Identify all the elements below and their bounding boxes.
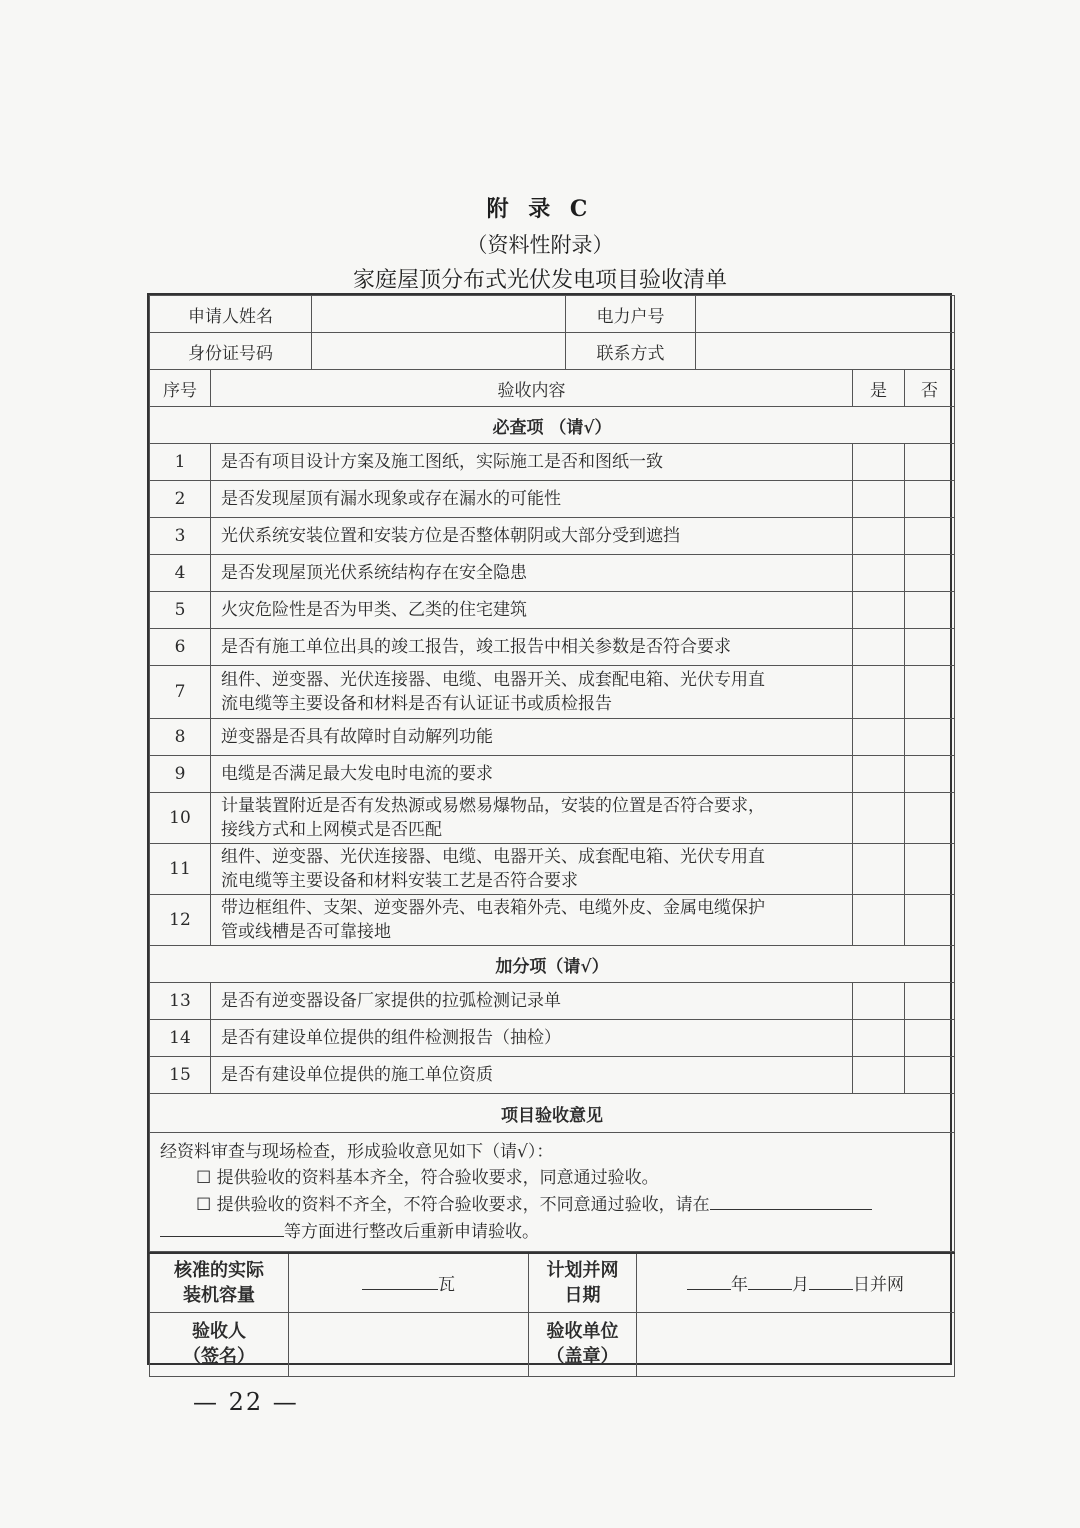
opinion-row [150, 1133, 955, 1252]
document-title: 家庭屋顶分布式光伏发电项目验收清单 [352, 268, 727, 293]
item-number: 11 [150, 844, 211, 895]
no-check-cell[interactable] [905, 555, 955, 592]
appendix-title: 附 录 C [486, 196, 594, 222]
opinion-option-reject-text: ☐ 提供验收的资料不齐全，不符合验收要求，不同意通过验收，请在 [196, 1195, 710, 1215]
no-check-cell[interactable] [905, 983, 955, 1020]
page-number: — 22 — [193, 1388, 299, 1416]
opinion-title-row [150, 1094, 955, 1133]
no-check-cell[interactable] [905, 592, 955, 629]
no-check-cell[interactable] [905, 1057, 955, 1094]
item-text: 是否发现屋顶有漏水现象或存在漏水的可能性 [211, 481, 853, 518]
grid-date-label-line2: 日期 [564, 1284, 601, 1306]
applicant-name-label: 申请人姓名 [150, 296, 312, 333]
inspector-label-line1: 验收人 [192, 1321, 246, 1342]
item-number: 1 [150, 444, 211, 481]
yes-check-cell[interactable] [853, 666, 905, 719]
item-text-line: 接线方式和上网模式是否匹配 [221, 820, 442, 840]
item-text: 是否有建设单位提供的组件检测报告（抽检） [211, 1020, 853, 1057]
account-number-field[interactable] [696, 296, 955, 333]
header-no-col: 否 [905, 370, 955, 407]
yes-check-cell[interactable] [853, 793, 905, 844]
table-row [150, 895, 955, 946]
checklist-form [147, 293, 952, 1365]
signature-row [150, 1312, 955, 1376]
capacity-unit: 瓦 [438, 1275, 455, 1296]
opinion-option-approve[interactable]: ☐ 提供验收的资料基本齐全，符合验收要求，同意通过验收。 [196, 1168, 659, 1188]
inspector-signature-field[interactable] [289, 1312, 529, 1376]
item-text [211, 666, 853, 719]
item-number: 9 [150, 756, 211, 793]
item-text-line: 组件、逆变器、光伏连接器、电缆、电器开关、成套配电箱、光伏专用直 [221, 670, 765, 690]
capacity-label-line1: 核准的实际 [174, 1259, 264, 1281]
header-row [150, 370, 955, 407]
item-text: 光伏系统安装位置和安装方位是否整体朝阴或大部分受到遮挡 [211, 518, 853, 555]
grid-date-label [529, 1253, 637, 1312]
table-row [150, 983, 955, 1020]
item-number: 15 [150, 1057, 211, 1094]
yes-check-cell[interactable] [853, 518, 905, 555]
item-number: 14 [150, 1020, 211, 1057]
no-check-cell[interactable] [905, 719, 955, 756]
contact-field[interactable] [696, 333, 955, 370]
no-check-cell[interactable] [905, 518, 955, 555]
yes-check-cell[interactable] [853, 444, 905, 481]
item-text [211, 895, 853, 946]
yes-check-cell[interactable] [853, 983, 905, 1020]
table-row [150, 793, 955, 844]
header-no: 序号 [150, 370, 211, 407]
rectification-items-blank[interactable] [710, 1191, 872, 1210]
item-text: 逆变器是否具有故障时自动解列功能 [211, 719, 853, 756]
item-text-line: 计量装置附近是否有发热源或易燃易爆物品，安装的位置是否符合要求， [221, 796, 765, 816]
header-content: 验收内容 [211, 370, 853, 407]
table-row [150, 1057, 955, 1094]
table-row [150, 844, 955, 895]
item-text [211, 844, 853, 895]
inspection-unit-label [529, 1312, 637, 1376]
no-check-cell[interactable] [905, 629, 955, 666]
capacity-field[interactable] [289, 1253, 529, 1312]
capacity-row [150, 1253, 955, 1312]
year-label: 年 [731, 1275, 748, 1296]
item-text [211, 793, 853, 844]
table-row [150, 666, 955, 719]
no-check-cell[interactable] [905, 844, 955, 895]
bonus-section-title: 加分项（请√） [150, 946, 955, 983]
no-check-cell[interactable] [905, 756, 955, 793]
item-text-line: 流电缆等主要设备和材料安装工艺是否符合要求 [221, 871, 578, 891]
no-check-cell[interactable] [905, 481, 955, 518]
item-number: 10 [150, 793, 211, 844]
header-yes: 是 [853, 370, 905, 407]
item-text: 是否有逆变器设备厂家提供的拉弧检测记录单 [211, 983, 853, 1020]
yes-check-cell[interactable] [853, 756, 905, 793]
inspector-label-line2: （签名） [183, 1346, 255, 1367]
inspection-unit-seal-field[interactable] [637, 1312, 955, 1376]
capacity-label-line2: 装机容量 [183, 1284, 255, 1306]
table-row [150, 629, 955, 666]
grid-date-label-line1: 计划并网 [546, 1259, 619, 1281]
yes-check-cell[interactable] [853, 719, 905, 756]
opinion-body [150, 1133, 955, 1252]
inspection-unit-label-line2: （盖章） [546, 1346, 619, 1367]
applicant-row [150, 296, 955, 333]
appendix-type: （资料性附录） [466, 233, 614, 257]
no-check-cell[interactable] [905, 666, 955, 719]
yes-check-cell[interactable] [853, 895, 905, 946]
year-blank[interactable] [687, 1271, 731, 1290]
applicant-name-field[interactable] [312, 296, 566, 333]
rectification-items-blank-2[interactable] [160, 1218, 284, 1237]
table-row [150, 518, 955, 555]
account-number-label: 电力户号 [566, 296, 696, 333]
item-text-line: 管或线槽是否可靠接地 [221, 922, 391, 942]
required-section-title: 必查项 （请√） [150, 407, 955, 444]
item-number: 13 [150, 983, 211, 1020]
checklist-table [149, 295, 955, 1252]
yes-check-cell[interactable] [853, 844, 905, 895]
no-check-cell[interactable] [905, 895, 955, 946]
item-text: 是否有建设单位提供的施工单位资质 [211, 1057, 853, 1094]
item-text: 电缆是否满足最大发电时电流的要求 [211, 756, 853, 793]
table-row [150, 481, 955, 518]
table-row [150, 592, 955, 629]
contact-label: 联系方式 [566, 333, 696, 370]
table-row [150, 1020, 955, 1057]
id-number-field[interactable] [312, 333, 566, 370]
day-blank[interactable] [809, 1271, 853, 1290]
yes-check-cell[interactable] [853, 555, 905, 592]
opinion-option-reject[interactable] [160, 1191, 944, 1218]
yes-check-cell[interactable] [853, 1020, 905, 1057]
item-number: 5 [150, 592, 211, 629]
item-number: 6 [150, 629, 211, 666]
opinion-continuation-text: 等方面进行整改后重新申请验收。 [284, 1222, 539, 1242]
item-number: 12 [150, 895, 211, 946]
id-row [150, 333, 955, 370]
inspection-unit-label-line1: 验收单位 [546, 1321, 619, 1342]
table-row [150, 756, 955, 793]
item-number: 8 [150, 719, 211, 756]
yes-check-cell[interactable] [853, 1057, 905, 1094]
item-text-line: 带边框组件、支架、逆变器外壳、电表箱外壳、电缆外皮、金属电缆保护 [221, 898, 765, 918]
item-text: 火灾危险性是否为甲类、乙类的住宅建筑 [211, 592, 853, 629]
capacity-label [150, 1253, 289, 1312]
grid-date-field[interactable] [637, 1253, 955, 1312]
bonus-section-row [150, 946, 955, 983]
table-row [150, 555, 955, 592]
opinion-title: 项目验收意见 [150, 1094, 955, 1133]
item-text: 是否发现屋顶光伏系统结构存在安全隐患 [211, 555, 853, 592]
item-number: 7 [150, 666, 211, 719]
item-number: 4 [150, 555, 211, 592]
no-check-cell[interactable] [905, 444, 955, 481]
month-label: 月 [792, 1275, 809, 1296]
required-section-row [150, 407, 955, 444]
table-row [150, 444, 955, 481]
yes-check-cell[interactable] [853, 481, 905, 518]
inspector-label [150, 1312, 289, 1376]
no-check-cell[interactable] [905, 1020, 955, 1057]
day-label: 日并网 [853, 1275, 904, 1296]
opinion-intro: 经资料审查与现场检查，形成验收意见如下（请√）： [160, 1142, 554, 1162]
yes-check-cell[interactable] [853, 629, 905, 666]
no-check-cell[interactable] [905, 793, 955, 844]
id-number-label: 身份证号码 [150, 333, 312, 370]
table-row [150, 719, 955, 756]
item-number: 3 [150, 518, 211, 555]
item-number: 2 [150, 481, 211, 518]
month-blank[interactable] [748, 1271, 792, 1290]
item-text-line: 流电缆等主要设备和材料是否有认证证书或质检报告 [221, 694, 612, 714]
capacity-blank[interactable] [362, 1271, 438, 1290]
item-text-line: 组件、逆变器、光伏连接器、电缆、电器开关、成套配电箱、光伏专用直 [221, 847, 765, 867]
item-text: 是否有项目设计方案及施工图纸，实际施工是否和图纸一致 [211, 444, 853, 481]
item-text: 是否有施工单位出具的竣工报告，竣工报告中相关参数是否符合要求 [211, 629, 853, 666]
footer-table [149, 1252, 955, 1377]
yes-check-cell[interactable] [853, 592, 905, 629]
opinion-continuation [160, 1218, 944, 1245]
